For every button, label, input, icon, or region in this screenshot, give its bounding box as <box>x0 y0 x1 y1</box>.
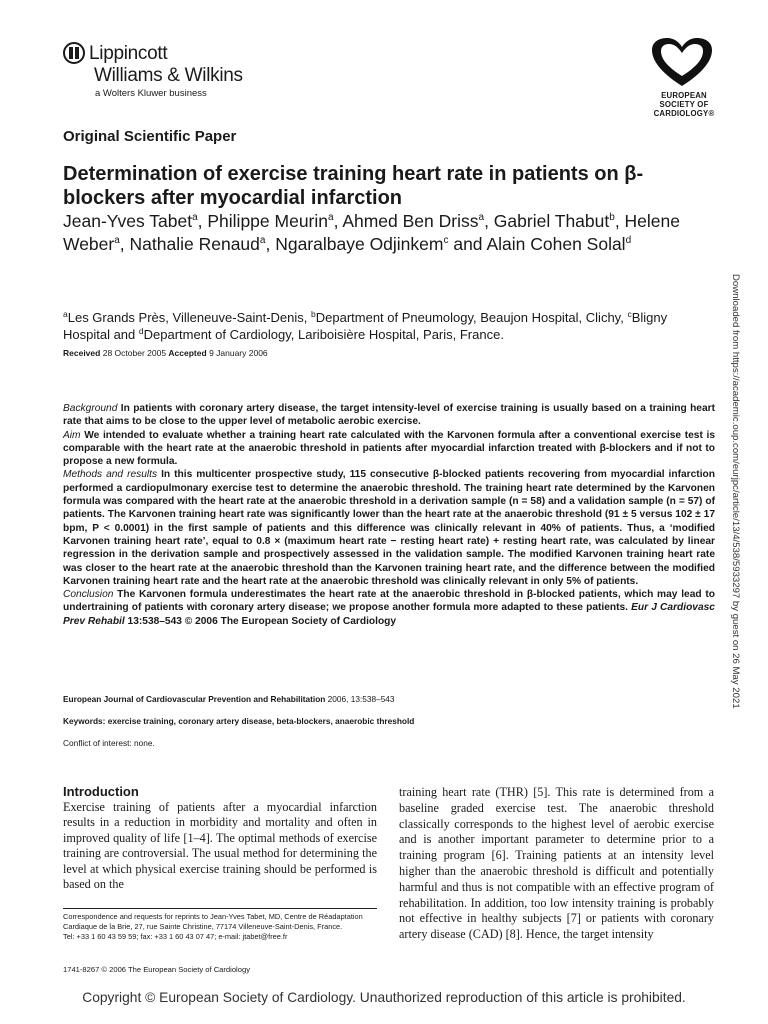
accepted-label: Accepted <box>168 348 207 358</box>
affiliations <box>63 309 703 343</box>
accepted-date: 9 January 2006 <box>209 348 268 358</box>
paper-title: Determination of exercise training heart rate in patients on β-blockers after myocardial infarction <box>63 163 644 209</box>
author-affiliation-mark: a <box>192 212 198 223</box>
abstract-text: We intended to evaluate whether a training heart rate calculated with the Karvonen formula after a conventional exercise test is comparable with the heart rate at the anaerobic threshold in patients after myocardial infarction treated with β-blockers and if not to propose a new formula. <box>63 429 715 468</box>
abstract-heading: Methods and results <box>63 469 158 481</box>
abstract-heading: Aim <box>63 429 81 441</box>
keywords-label: Keywords: <box>63 716 106 726</box>
author-affiliation-mark: c <box>443 235 449 246</box>
abstract-section <box>63 468 715 588</box>
footnote-divider <box>63 908 377 909</box>
journal-ref: 2006, 13:538–543 <box>325 694 395 704</box>
abstract-section <box>63 588 715 628</box>
publisher-line-1: Lippincott <box>89 43 168 64</box>
affiliation-text: Department of Cardiology, Lariboisière Hospital, Paris, France. <box>143 327 504 342</box>
society-logo <box>640 36 730 120</box>
received-date: 28 October 2005 <box>102 348 167 358</box>
abstract-section <box>63 429 715 469</box>
introduction-column-1: Exercise training of patients after a myocardial infarction results in a reduction in morbidity and mortality and often in improved quality of life [1–4]. The optimal methods of exercise training are controversial. The usual method for determining the level at which physical exercise training should be performed is based on the <box>63 800 377 892</box>
author-name: Ngaralbaye Odjinkem <box>275 234 444 254</box>
journal-line <box>63 694 395 704</box>
received-label: Received <box>63 348 101 358</box>
affiliation-mark: a <box>63 309 68 319</box>
author-affiliation-mark: a <box>328 212 334 223</box>
abstract-text: In patients with coronary artery disease, the target intensity-level of exercise training is usually based on a training heart rate that aims to be close to the upper level of metabolic aerobic exercise. <box>63 403 715 428</box>
heart-icon <box>650 36 714 88</box>
author-affiliation-mark: a <box>114 235 120 246</box>
abstract-citation-tail: 13:538–543 © 2006 The European Society of Cardiology <box>124 615 397 627</box>
keywords-text: exercise training, coronary artery disease, beta-blockers, anaerobic threshold <box>105 716 415 726</box>
author-affiliation-mark: d <box>625 235 632 246</box>
affiliation-text: Bligny Hospital and <box>63 310 668 342</box>
affiliation-mark: b <box>311 309 316 319</box>
society-line-1: EUROPEAN <box>661 91 707 100</box>
keywords <box>63 716 414 726</box>
publisher-mark-icon <box>63 42 85 64</box>
abstract-heading: Conclusion <box>63 589 114 601</box>
author-affiliation-mark: a <box>478 212 485 223</box>
publisher-logo <box>63 40 263 100</box>
author-name: Philippe Meurin <box>207 211 328 231</box>
author-name: Gabriel Thabut <box>493 211 610 231</box>
author-name: Jean-Yves Tabet <box>63 211 193 231</box>
abstract-text: In this multicenter prospective study, 115 consecutive β-blocked patients recovering from myocardial infarction performed a cardiopulmonary exercise test to determine the anaerobic threshold. The training heart rate determined by the Karvonen formula was compared with the heart rate at the anaerobic threshold in a derivation sample (n = 58) and a validation sample (n = 57) of patients. The Karvonen training heart rate was significantly lower than the heart rate at the anaerobic threshold (91 ± 5 versus 102 ± 17 bpm, P < 0.0001) in the first sample of patients and this difference was clinically relevant in 40% of patients. Thus, a ‘modified Karvonen training heart rate’, equal to 0.8 × (maximum heart rate − resting heart rate) + resting heart rate, was calculated by linear regression in the derivation sample and prospectively assessed in the validation sample. The modified Karvonen training heart rate was closer to the heart rate at the anaerobic threshold than the Karvonen training heart rate, and the difference between the modified Karvonen training heart rate and the heart rate at the anaerobic threshold was clinically relevant in only 5% of patients. <box>63 469 715 587</box>
society-line-2: SOCIETY OF <box>659 100 709 109</box>
author-list: Jean-Yves Tabet$^a$, Philippe Meurin$^a$, Ahmed Ben Driss$^a$, Gabriel Thabut$^b$, Helene Weber$^a$, Nathalie Renaud$^a$, Ngaralbaye Odjinkem$^c$ and Alain Cohen Solal$^d$ <box>63 211 681 254</box>
correspondence-address: Correspondence and requests for reprints to Jean-Yves Tabet, MD, Centre de Réadaptation Cardiaque de la Brie, 27, rue Sainte Christine, 77174 Villeneuve-Saint-Denis, France. <box>63 912 363 932</box>
society-line-3: CARDIOLOGY® <box>653 109 715 118</box>
abstract <box>63 402 715 628</box>
journal-name: European Journal of Cardiovascular Prevention and Rehabilitation <box>63 694 326 704</box>
abstract-text: The Karvonen formula underestimates the heart rate at the anaerobic threshold in β-blocked patients, which may lead to undertraining of patients with coronary artery disease; we propose another formula more adapted to these patients. <box>63 589 715 614</box>
correspondence-contact: Tel: +33 1 60 43 59 59; fax: +33 1 60 43 07 47; e-mail: jtabet@free.fr <box>63 932 288 942</box>
abstract-heading: Background <box>63 403 118 414</box>
download-sidebar: Downloaded from https://academic.oup.com/eurjpc/article/13/4/538/5933297 by guest on 26 May 2021 <box>730 274 741 709</box>
author-name: Helene Weber <box>63 211 681 254</box>
introduction-column-2: training heart rate (THR) [5]. This rate is determined from a baseline graded exercise test. The anaerobic threshold classically corresponds to the highest level of aerobic exercise and is another important parameter to determine prior to a training program [6]. Training patients at an intensity level higher than the anaerobic threshold is difficult and potentially harmful and thus is not compatible with an effective program of rehabilitation. In addition, too low intensity training is probably not effective in healthy subjects [7] or patients with coronary artery disease (CAD) [8]. Hence, the target intensity <box>399 785 714 942</box>
paper-type: Original Scientific Paper <box>63 128 237 145</box>
affiliation-mark: c <box>627 309 632 319</box>
correspondence-footnote <box>63 912 379 943</box>
abstract-section <box>63 402 715 429</box>
author-name: Nathalie Renaud <box>129 234 260 254</box>
author-affiliation-mark: b <box>609 212 615 223</box>
affiliation-text: Department of Pneumology, Beaujon Hospital, Clichy, <box>315 310 628 325</box>
affiliation-mark: d <box>138 326 144 336</box>
author-affiliation-mark: a <box>259 235 266 246</box>
publisher-line-2: Williams & Wilkins <box>94 65 243 86</box>
conflict-of-interest: Conflict of interest: none. <box>63 738 155 748</box>
author-name: Ahmed Ben Driss <box>342 211 479 231</box>
author-name: Alain Cohen Solal <box>486 234 626 254</box>
issn-line: 1741-8267 © 2006 The European Society of Cardiology <box>63 965 250 974</box>
received-dates <box>63 348 268 358</box>
publisher-tagline: a Wolters Kluwer business <box>95 88 207 99</box>
copyright-notice: Copyright © European Society of Cardiology. Unauthorized reproduction of this article is prohibited. <box>82 990 686 1005</box>
abstract-citation: Eur J Cardiovasc Prev Rehabil <box>63 602 715 627</box>
affiliation-text: Les Grands Près, Villeneuve-Saint-Denis, <box>67 310 312 325</box>
section-heading-introduction: Introduction <box>63 784 139 799</box>
